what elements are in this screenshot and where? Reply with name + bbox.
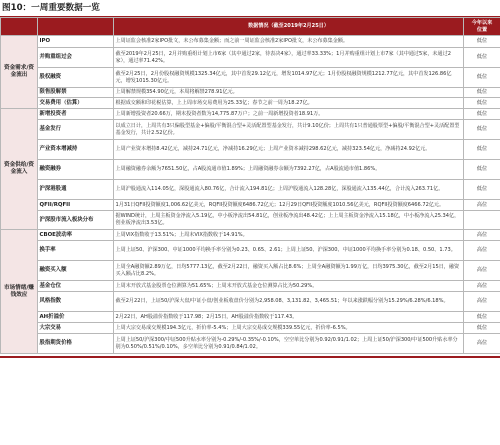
indicator-data: 1月31日QFII投资额度1,006.62亿美元，RQFII投资额度6486.72亿元；12月29日QFII投资额度1010.56亿美元，RQFII投资额度6466.72亿元。	[114, 200, 464, 211]
table-row	[1, 140, 500, 160]
indicator-data: 截至2月22日，上证50/沪深大盘/中证小盘/创业板收盘价分别为2,958.08、3,131.82、3,465.51；年以来涨跌幅分别为15.29%/6.28%/6.18%。	[114, 292, 464, 312]
table-row	[1, 48, 500, 68]
header-position	[464, 18, 500, 36]
position-cell	[464, 211, 500, 230]
indicator-data: 上周融资融券余额为7651.50亿，占A股流通市值1.89%；上周融资融券余额为7392.27亿，占A股流通市值1.86%。	[114, 160, 464, 180]
table-row	[1, 281, 500, 292]
indicator-name: QFII/RQFII	[38, 200, 114, 211]
position-cell: 低位	[464, 323, 500, 334]
indicator-name: AH折溢价	[38, 312, 114, 323]
indicator-data: 以成立日计，上周共有3只偏股型基金+偏股/平衡混合型+灵活配置型基金发行，共计9.10亿份；上周共有1只普通股票型+偏股/平衡混合型+灵活配置型基金发行，共计2.52亿份。	[114, 120, 464, 140]
table-row	[1, 160, 500, 180]
indicator-data: 根据成交额和印花税估算，上上周市场交易费用为25.33亿；春节之前一周为18.27亿。	[114, 98, 464, 109]
table-row	[1, 98, 500, 109]
indicator-name: 换手率	[38, 241, 114, 261]
table-row	[1, 68, 500, 88]
category-cell: 资金供给/资金流入	[1, 109, 38, 230]
position-cell: 低位	[464, 36, 500, 48]
position-cell: 低位	[464, 68, 500, 88]
table-row	[1, 88, 500, 98]
indicator-name: 沪深股市流入板块分布	[38, 211, 114, 230]
position-cell: 低位	[464, 140, 500, 160]
table-row	[1, 109, 500, 120]
indicator-data: 截至2月25日，2月份股权融资规模1325.34亿元，其中首发29.12亿元，增发1014.97亿元；1月份股权融资规模1212.77亿元，其中首发126.86亿元，增发1015.30亿元。	[114, 68, 464, 88]
header-position-line2: 位置	[476, 26, 488, 33]
table-row	[1, 211, 500, 230]
indicator-name: 基金仓位	[38, 281, 114, 292]
indicator-name: 交易费用（估算）	[38, 98, 114, 109]
position-cell: 低位	[464, 312, 500, 323]
table-row	[1, 261, 500, 281]
data-table	[0, 17, 500, 354]
indicator-name: 沪深港股通	[38, 180, 114, 200]
position-cell: 高位	[464, 241, 500, 261]
position-cell: 高位	[464, 261, 500, 281]
header-data: 数据情况（截至2019年2月25日）	[114, 18, 464, 36]
indicator-data: 上周上证50、沪深300、中证1000平均换手率分别为0.23、0.65、2.61；上周上证50、沪深300、中证1000平均换手率分别为0.18、0.50、1.73。	[114, 241, 464, 261]
indicator-name: 融资融券	[38, 160, 114, 180]
bottom-rule	[0, 356, 500, 358]
position-cell: 低位	[464, 98, 500, 109]
category-cell: 市场情绪/赚钱效应	[1, 230, 38, 354]
indicator-data: 上周大宗交易成交规模194.3亿元，折价率-5.4%；上周大宗交易成交规模339.55亿元，折价率-6.5%。	[114, 323, 464, 334]
header-category	[1, 18, 38, 36]
indicator-name: 基金发行	[38, 120, 114, 140]
table-row	[1, 312, 500, 323]
position-cell: 高位	[464, 292, 500, 312]
indicator-name: 大宗交易	[38, 323, 114, 334]
table-row	[1, 36, 500, 48]
indicator-name: 限售股解禁	[38, 88, 114, 98]
position-cell: 低位	[464, 120, 500, 140]
position-cell: 低位	[464, 48, 500, 68]
indicator-name: IPO	[38, 36, 114, 48]
table-row	[1, 334, 500, 354]
indicator-name: 新增投资者	[38, 109, 114, 120]
table-row	[1, 241, 500, 261]
indicator-data: 上周末开放式基金股票仓位测算为51.65%；上周末开放式基金仓位测算占比为50.29%。	[114, 281, 464, 292]
table-row	[1, 200, 500, 211]
indicator-name: CBOE波动率	[38, 230, 114, 241]
indicator-name: 产业资本增减持	[38, 140, 114, 160]
header-indicator	[38, 18, 114, 36]
indicator-data: 上周全A融资额2.89万亿，日均5777.13亿，截至2月22日，融资买入额占比8.6%；上周全A融资额为1.99万亿，日均3975.30亿，截至2月15日，融资买入额占比8.2%。	[114, 261, 464, 281]
indicator-name: 股指期货价格	[38, 334, 114, 354]
position-cell: 高位	[464, 200, 500, 211]
indicator-data: 上周新增投资者20.66万，期末投资者数为14,775.87万户；之前一周新增投资者18.91万。	[114, 109, 464, 120]
indicator-name: 风格指数	[38, 292, 114, 312]
table-row	[1, 180, 500, 200]
indicator-data: 2月22日，AH股溢价指数收于117.98；2月15日，AH股溢价指数收于117.43。	[114, 312, 464, 323]
indicator-data: 据WIND统计，上周主板资金净流入5.19亿，中小板净流出54.81亿，创业板净流出48.42亿；上上周主板资金净流入15.18亿，中小板净流入25.34亿，创业板净流出3.53亿。	[114, 211, 464, 230]
indicator-data: 截至2019年2月25日，2月并购重组计划上市6家（其中通过2家，待表决4家），通过率33.33%；1月并购重组计划上市7家（其中通过5家，未通过2家），通过率71.42%。	[114, 48, 464, 68]
indicator-name: 并购重组过会	[38, 48, 114, 68]
table-row	[1, 323, 500, 334]
indicator-name: 股权融资	[38, 68, 114, 88]
position-cell: 低位	[464, 160, 500, 180]
header-row	[1, 18, 500, 36]
indicator-data: 上周上证50/沪深300/中证500升贴水率分别为-0.29%/-0.35%/-0.10%，空空单比分别为0.92/0.91/1.02；上周上证50/沪深300/中证500升贴水率分别为0.50%/0.51%/0.10%，多空单比分别为0.91/0.84/1.02。	[114, 334, 464, 354]
position-cell: 低位	[464, 109, 500, 120]
table-row	[1, 292, 500, 312]
indicator-data: 上周VIX指数收于13.51%；上周末VIX指数收于14.91%。	[114, 230, 464, 241]
indicator-name: 融资买入额	[38, 261, 114, 281]
header-position-line1: 今年以来	[471, 19, 493, 26]
indicator-data: 上周产业资本增持8.42亿元，减持24.71亿元，净减持16.29亿元；上周产业资本减持298.62亿元，减持323.54亿元，净减持24.92亿元。	[114, 140, 464, 160]
position-cell: 低位	[464, 88, 500, 98]
figure-title: 图10：一周重要数据一览	[0, 0, 500, 17]
indicator-data: 上周证监会核准2家IPO批文，未公布募集金额；而之前一周证监会核准2家IPO批文，未公布募集金额。	[114, 36, 464, 48]
position-cell: 高位	[464, 334, 500, 354]
indicator-data: 上周解禁规模354.90亿元，本周将解禁278.91亿元。	[114, 88, 464, 98]
table-row	[1, 120, 500, 140]
position-cell: 高位	[464, 230, 500, 241]
position-cell: 低位	[464, 180, 500, 200]
category-cell: 资金需求/资金流出	[1, 36, 38, 109]
table-row	[1, 230, 500, 241]
indicator-data: 上周沪股通流入114.05亿，深股通流入80.76亿，合计流入194.81亿；上周沪股通流入128.28亿，深股通流入135.44亿，合计流入263.71亿。	[114, 180, 464, 200]
position-cell: 高位	[464, 281, 500, 292]
